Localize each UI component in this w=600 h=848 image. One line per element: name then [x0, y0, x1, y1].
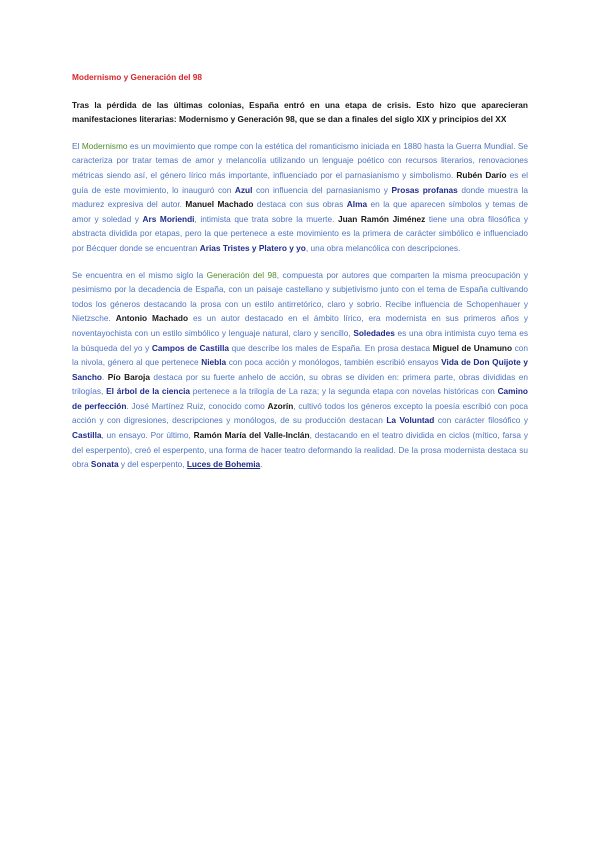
- paragraph-modernismo: [72, 139, 528, 256]
- text-run: .: [101, 371, 108, 382]
- term-generacion-98: Generación del 98: [206, 269, 277, 280]
- intro-paragraph: Tras la pérdida de las últimas colonias, España entró en una etapa de crisis. Esto hizo que aparecieran manifestaciones literarias: Modernismo y Generación 98, que se dan a finales del siglo XIX y principios del XX: [72, 99, 528, 125]
- author-valle-inclan: Ramón María del Valle-Inclán: [193, 430, 310, 441]
- term-modernismo: Modernismo: [81, 140, 128, 151]
- text-run: .: [260, 459, 263, 470]
- work-camino-de-perfeccion: Camino de perfección: [72, 386, 528, 411]
- text-run: con poca acción y monólogos, también escribió ensayos: [226, 357, 442, 368]
- text-run: , intimista que trata sobre la muerte.: [194, 213, 338, 224]
- work-niebla: Niebla: [201, 357, 227, 368]
- work-prosas-profanas: Prosas profanas: [391, 184, 458, 195]
- text-run: destaca con sus obras: [253, 199, 347, 210]
- author-miguel-de-unamuno: Miguel de Unamuno: [432, 342, 513, 353]
- document-body: [72, 70, 528, 484]
- work-la-voluntad: La Voluntad: [386, 415, 435, 426]
- work-el-arbol-de-la-ciencia: El árbol de la ciencia: [106, 386, 191, 397]
- text-run: , una obra melancólica con descripciones.: [305, 242, 461, 253]
- work-arias-tristes-platero: Arias Tristes y Platero y yo: [199, 242, 306, 253]
- work-luces-de-bohemia: Luces de Bohemia: [186, 459, 261, 470]
- text-run: y del esperpento,: [118, 459, 187, 470]
- author-azorin: Azorín: [267, 400, 294, 411]
- work-castilla: Castilla: [72, 430, 102, 441]
- text-run: , compuesta por autores que comparten la misma preocupación y pesimismo por la decadencia de España, con un paisaje castellano y subjetivismo junto con el tema de España cultivando todos los géneros destacando la prosa con un estilo antirretórico, claro y sobrio. Recibe influencia de Schopenhauer y Nietzsche.: [72, 269, 528, 324]
- work-azul: Azul: [234, 184, 253, 195]
- text-run: Se encuentra en el mismo siglo la: [72, 269, 207, 280]
- text-run: tiene una obra filosófica y abstracta dividida por etapas, pero la que pertenece a este movimiento es la primera de carácter simbólico e influenciado por Bécquer donde se encuentran: [72, 213, 528, 253]
- author-pio-baroja: Pío Baroja: [107, 371, 150, 382]
- paragraph-generacion-98: [72, 268, 528, 472]
- text-run: pertenece a la trilogía de La raza; y la segunda etapa con novelas históricas con: [190, 386, 498, 397]
- text-run: con la nivola, género al que pertenece: [72, 342, 529, 368]
- text-run: El: [72, 140, 82, 151]
- author-juan-ramon-jimenez: Juan Ramón Jiménez: [337, 213, 426, 224]
- author-manuel-machado: Manuel Machado: [185, 199, 254, 210]
- text-run: destaca por su fuerte anhelo de acción, su obras se dividen en: primera parte, obras divididas en trilogías,: [72, 371, 528, 397]
- work-ars-moriendi: Ars Moriendi: [142, 213, 195, 224]
- text-run: es un autor destacado en el ámbito lírico, era modernista en sus primeros años y noventayochista con un estilo simbólico y lenguaje natural, claro y sencillo,: [72, 313, 528, 338]
- text-run: es un movimiento que rompe con la estética del romanticismo iniciada en 1880 hasta la Guerra Mundial. Se caracteriza por tratar temas de amor y melancolía utilizando un lenguaje poético con recursos literarios, renovaciones métricas siendo así, el género lírico más importante, influenciado por el parnasianismo y simbolismo.: [72, 140, 528, 180]
- work-alma: Alma: [346, 199, 368, 210]
- text-run: , cultivó todos los géneros excepto la poesía escribió con poca acción y con digresiones, descripciones y monólogos, de su producción destacan: [72, 400, 528, 426]
- document-title: Modernismo y Generación del 98: [72, 72, 203, 82]
- text-run: con influencia del parnasianismo y: [252, 184, 392, 195]
- author-antonio-machado: Antonio Machado: [115, 313, 189, 324]
- work-vida-de-don-quijote: Vida de Don Quijote y Sancho: [72, 357, 528, 382]
- text-run: es una obra intimista cuyo tema es la búsqueda del yo y: [72, 327, 528, 353]
- text-run: es el guía de este movimiento, lo inauguró con: [72, 169, 528, 195]
- text-run: . José Martínez Ruiz, conocido como: [126, 400, 268, 411]
- text-run: en la que aparecen símbolos y temas de amor y soledad y: [72, 199, 528, 224]
- text-run: con carácter filosófico y: [434, 415, 528, 426]
- work-campos-de-castilla: Campos de Castilla: [151, 342, 230, 353]
- author-ruben-dario: Rubén Darío: [456, 169, 507, 180]
- text-run: donde muestra la madurez expresiva del autor.: [72, 184, 528, 210]
- text-run: , un ensayo. Por último,: [101, 430, 194, 441]
- work-sonata: Sonata: [90, 459, 119, 470]
- work-soledades: Soledades: [353, 327, 395, 338]
- text-run: , destacando en el teatro dividida en ciclos (mítico, farsa y del esperpento), creó el esperpento, una forma de hacer teatro deformando la realidad. De la prosa modernista destaca su obra: [72, 430, 529, 470]
- text-run: que describe los males de España. En prosa destaca: [229, 342, 433, 353]
